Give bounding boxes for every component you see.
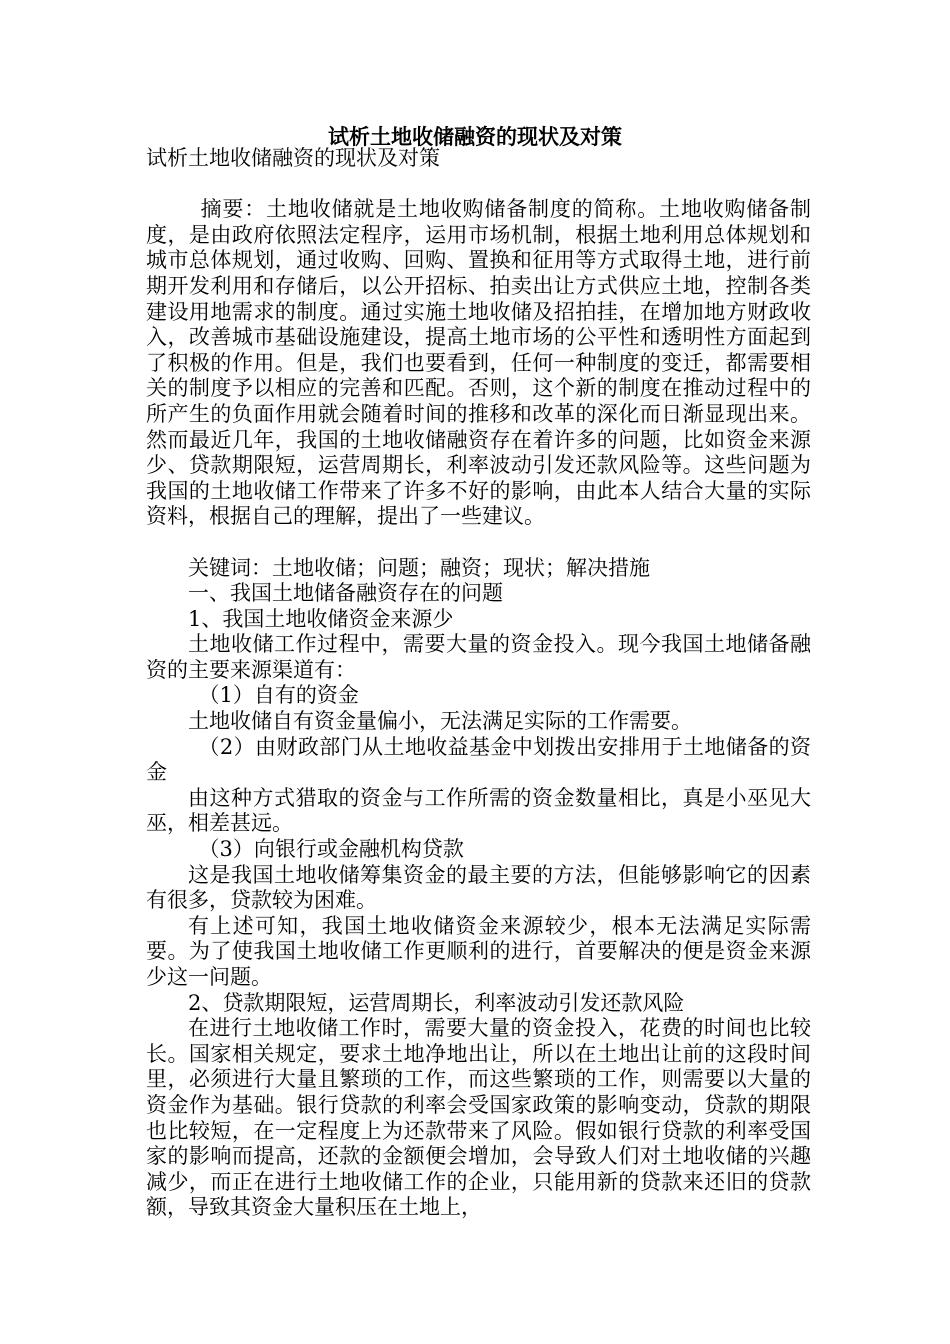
document-body [146,146,811,1221]
body-paragraph: 这是我国土地收储筹集资金的最主要的方法，但能够影响它的因素有很多，贷款较为困难。 [146,862,811,913]
document-title: 试析土地收储融资的现状及对策 [328,125,622,149]
item-heading: （2）由财政部门从土地收益基金中划拨出安排用于土地储备的资金 [146,734,811,785]
subsection-heading: 1、我国土地收储资金来源少 [188,606,454,631]
blank-line [146,172,811,198]
item-heading: （1）自有的资金 [198,683,359,708]
body-paragraph: 在进行土地收储工作时，需要大量的资金投入，花费的时间也比较长。国家相关规定，要求土地净地出让，所以在土地出让前的这段时间里，必须进行大量且繁琐的工作，而这些繁琐的工作，则需要以大量的资金作为基础。银行贷款的利率会受国家政策的影响变动，贷款的期限也比较短，在一定程度上为还款带来了风险。假如银行贷款的利率受国家的影响而提高，还款的金额便会增加，会导致人们对土地收储的兴趣减少，而正在进行土地收储工作的企业，只能用新的贷款来还旧的贷款额，导致其资金大量积压在土地上， [146,1016,811,1220]
section-heading: 一、我国土地储备融资存在的问题 [188,581,503,606]
blank-line [146,530,811,556]
body-paragraph: 有上述可知，我国土地收储资金来源较少，根本无法满足实际需要。为了使我国土地收储工作更顺利的进行，首要解决的便是资金来源少这一问题。 [146,913,811,989]
document-subtitle: 试析土地收储融资的现状及对策 [146,146,440,170]
keywords-line: 关键词：土地收储；问题；融资；现状；解决措施 [188,555,650,580]
subsection-heading: 2、贷款期限短，运营周期长，利率波动引发还款风险 [188,990,685,1015]
abstract-paragraph: 摘要：土地收储就是土地收购储备制度的简称。土地收购储备制度，是由政府依照法定程序，运用市场机制，根据土地利用总体规划和城市总体规划，通过收购、回购、置换和征用等方式取得土地，进行前期开发利用和存储后，以公开招标、拍卖出让方式供应土地，控制各类建设用地需求的制度。通过实施土地收储及招拍挂，在增加地方财政收入，改善城市基础设施建设，提高土地市场的公平性和透明性方面起到了积极的作用。但是，我们也要看到，任何一种制度的变迁，都需要相关的制度予以相应的完善和匹配。否则，这个新的制度在推动过程中的所产生的负面作用就会随着时间的推移和改革的深化而日渐显现出来。然而最近几年，我国的土地收储融资存在着许多的问题，比如资金来源少、贷款期限短，运营周期长，利率波动引发还款风险等。这些问题为我国的土地收储工作带来了许多不好的影响，由此本人结合大量的实际资料，根据自己的理解，提出了一些建议。 [146,197,811,529]
body-paragraph: 土地收储自有资金量偏小，无法满足实际的工作需要。 [188,709,692,734]
body-paragraph: 由这种方式猎取的资金与工作所需的资金数量相比，真是小巫见大巫，相差甚远。 [146,785,811,836]
item-heading: （3）向银行或金融机构贷款 [198,837,464,862]
body-paragraph: 土地收储工作过程中，需要大量的资金投入。现今我国土地储备融资的主要来源渠道有： [146,632,811,682]
